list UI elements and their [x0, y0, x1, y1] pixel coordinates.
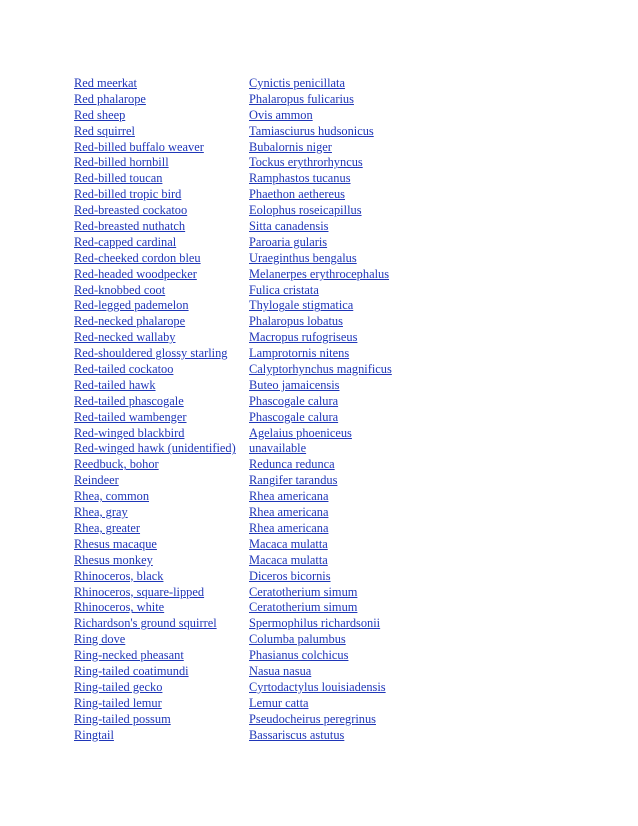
common-name-link[interactable]: Red phalarope — [74, 91, 146, 106]
scientific-name-link[interactable]: Sitta canadensis — [249, 219, 329, 234]
common-name-link[interactable]: Red-breasted cockatoo — [74, 203, 188, 218]
common-name-link[interactable]: Ring-tailed coatimundi — [74, 663, 189, 678]
common-name-link[interactable]: Rhinoceros, square-lipped — [74, 584, 205, 599]
common-name-link[interactable]: Red sheep — [74, 107, 126, 122]
common-name-link[interactable]: Ring dove — [74, 632, 126, 647]
scientific-name-link[interactable]: Bubalornis niger — [249, 139, 332, 154]
scientific-name-link[interactable]: Melanerpes erythrocephalus — [249, 266, 390, 281]
scientific-name-link[interactable]: Rangifer tarandus — [249, 473, 338, 488]
scientific-name-link[interactable]: Macaca mulatta — [249, 536, 328, 551]
common-name-link[interactable]: Red-necked wallaby — [74, 330, 176, 345]
common-name-link[interactable]: Rhinoceros, white — [74, 600, 165, 615]
scientific-name-link[interactable]: Columba palumbus — [249, 632, 346, 647]
common-name-link[interactable]: Ring-tailed possum — [74, 711, 171, 726]
common-name-link[interactable]: Red-winged blackbird — [74, 425, 185, 440]
common-name-link[interactable]: Reedbuck, bohor — [74, 457, 159, 472]
scientific-name-link[interactable]: Rhea americana — [249, 505, 329, 520]
common-name-link[interactable]: Red-billed toucan — [74, 171, 163, 186]
scientific-name-link[interactable]: Phasianus colchicus — [249, 648, 349, 663]
common-name-link[interactable]: Red-tailed wambenger — [74, 409, 187, 424]
scientific-name-link[interactable]: Eolophus roseicapillus — [249, 203, 362, 218]
common-name-link[interactable]: Ringtail — [74, 727, 114, 742]
scientific-name-link[interactable]: Redunca redunca — [249, 457, 335, 472]
scientific-name-link[interactable]: Rhea americana — [249, 520, 329, 535]
common-name-link[interactable]: Red-billed buffalo weaver — [74, 139, 204, 154]
common-name-link[interactable]: Reindeer — [74, 473, 119, 488]
common-name-link[interactable]: Red-billed tropic bird — [74, 187, 182, 202]
scientific-name-link[interactable]: Bassariscus astutus — [249, 727, 345, 742]
common-name-link[interactable]: Ring-tailed gecko — [74, 679, 163, 694]
common-name-link[interactable]: Red-headed woodpecker — [74, 266, 197, 281]
common-name-link[interactable]: Red-breasted nuthatch — [74, 219, 186, 234]
common-name-link[interactable]: Red-billed hornbill — [74, 155, 169, 170]
scientific-name-link[interactable]: Paroaria gularis — [249, 234, 328, 249]
scientific-name-link[interactable]: Macropus rufogriseus — [249, 330, 358, 345]
scientific-name-link[interactable]: Phascogale calura — [249, 409, 339, 424]
scientific-name-link[interactable]: Lamprotornis nitens — [249, 346, 350, 361]
scientific-name-link[interactable]: Macaca mulatta — [249, 552, 328, 567]
scientific-name-link[interactable]: Spermophilus richardsonii — [249, 616, 381, 631]
common-name-link[interactable]: Rhea, greater — [74, 520, 141, 535]
common-name-link[interactable]: Red-knobbed coot — [74, 282, 166, 297]
common-name-link[interactable]: Ring-tailed lemur — [74, 695, 162, 710]
scientific-name-link[interactable]: unavailable — [249, 441, 307, 456]
scientific-name-link[interactable]: Tamiasciurus hudsonicus — [249, 123, 374, 138]
common-name-link[interactable]: Red-tailed cockatoo — [74, 362, 174, 377]
common-name-link[interactable]: Red-tailed hawk — [74, 377, 156, 392]
common-name-link[interactable]: Red-tailed phascogale — [74, 393, 184, 408]
scientific-name-link[interactable]: Lemur catta — [249, 695, 309, 710]
common-name-link[interactable]: Red meerkat — [74, 76, 137, 90]
scientific-name-link[interactable]: Agelaius phoeniceus — [249, 425, 352, 440]
scientific-name-link[interactable]: Thylogale stigmatica — [249, 298, 354, 313]
common-name-link[interactable]: Rhea, gray — [74, 505, 128, 520]
scientific-name-link[interactable]: Phalaropus lobatus — [249, 314, 343, 329]
common-name-link[interactable]: Red-legged pademelon — [74, 298, 189, 313]
scientific-name-link[interactable]: Pseudocheirus peregrinus — [249, 711, 376, 726]
common-name-link[interactable]: Red squirrel — [74, 123, 135, 138]
common-name-link[interactable]: Red-shouldered glossy starling — [74, 346, 228, 361]
common-name-link[interactable]: Rhesus monkey — [74, 552, 153, 567]
scientific-name-link[interactable]: Cynictis penicillata — [249, 76, 346, 90]
scientific-name-link[interactable]: Ramphastos tucanus — [249, 171, 351, 186]
scientific-name-link[interactable]: Phalaropus fulicarius — [249, 91, 354, 106]
common-name-link[interactable]: Red-necked phalarope — [74, 314, 186, 329]
scientific-name-link[interactable]: Nasua nasua — [249, 663, 312, 678]
common-name-link[interactable]: Rhinoceros, black — [74, 568, 164, 583]
common-name-link[interactable]: Richardson's ground squirrel — [74, 616, 217, 631]
common-name-link[interactable]: Red-winged hawk (unidentified) — [74, 441, 236, 456]
scientific-name-link[interactable]: Cyrtodactylus louisiadensis — [249, 679, 386, 694]
scientific-name-link[interactable]: Ceratotherium simum — [249, 600, 358, 615]
scientific-name-link[interactable]: Rhea americana — [249, 489, 329, 504]
scientific-name-link[interactable]: Calyptorhynchus magnificus — [249, 362, 392, 377]
common-name-link[interactable]: Rhea, common — [74, 489, 150, 504]
scientific-name-link[interactable]: Uraeginthus bengalus — [249, 250, 357, 265]
scientific-name-link[interactable]: Buteo jamaicensis — [249, 377, 340, 392]
common-name-link[interactable]: Rhesus macaque — [74, 536, 157, 551]
scientific-name-link[interactable]: Ceratotherium simum — [249, 584, 358, 599]
common-name-link[interactable]: Red-capped cardinal — [74, 234, 177, 249]
scientific-name-link[interactable]: Fulica cristata — [249, 282, 319, 297]
scientific-name-link[interactable]: Diceros bicornis — [249, 568, 331, 583]
scientific-name-link[interactable]: Tockus erythrorhyncus — [249, 155, 363, 170]
common-name-link[interactable]: Ring-necked pheasant — [74, 648, 184, 663]
scientific-name-link[interactable]: Phascogale calura — [249, 393, 339, 408]
common-name-link[interactable]: Red-cheeked cordon bleu — [74, 250, 201, 265]
scientific-name-link[interactable]: Ovis ammon — [249, 107, 313, 122]
scientific-name-link[interactable]: Phaethon aethereus — [249, 187, 345, 202]
